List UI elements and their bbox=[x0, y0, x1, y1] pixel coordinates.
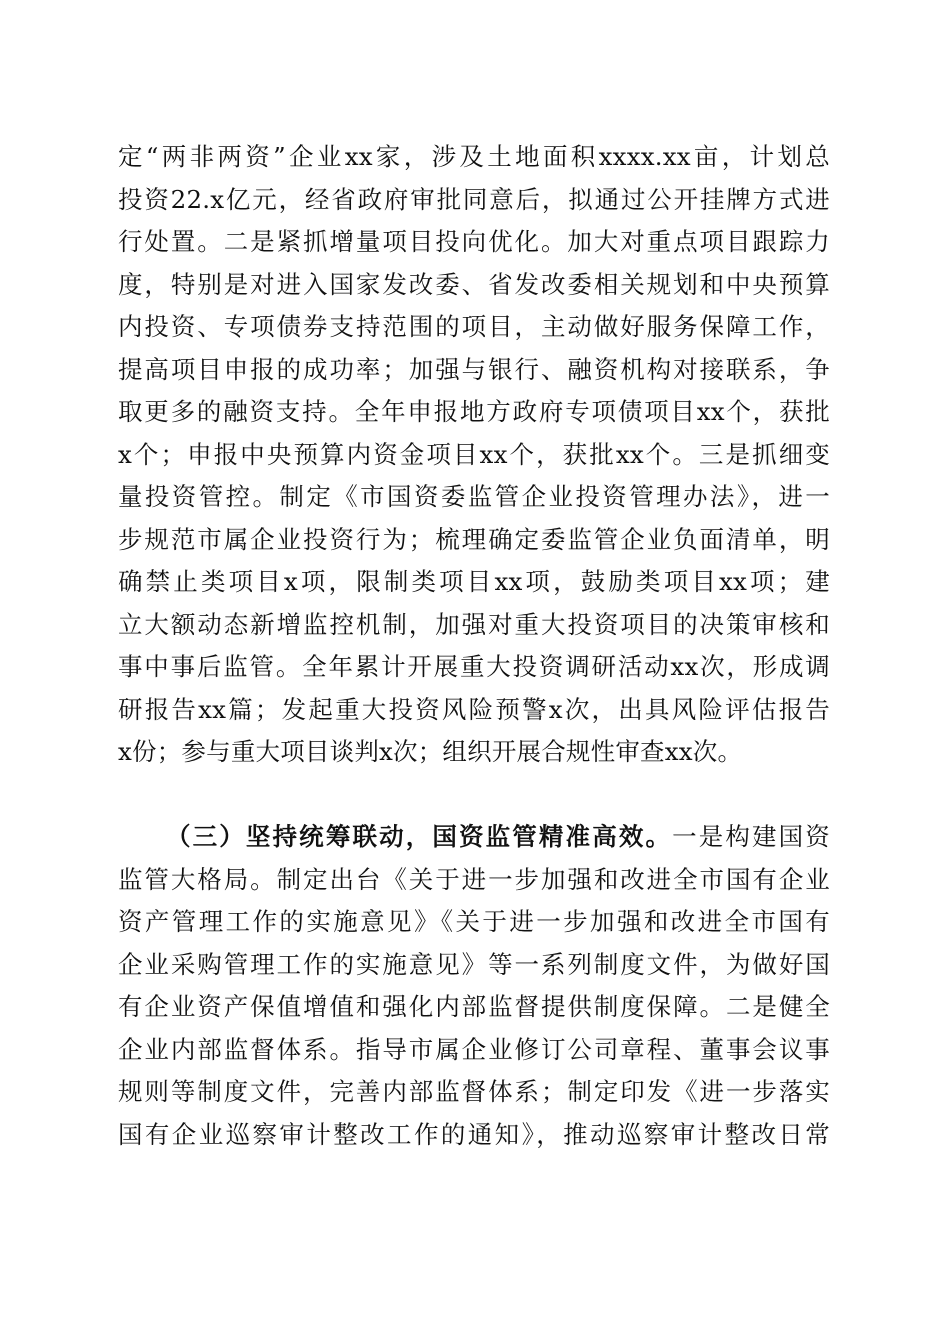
text-line: 事中事后监管。全年累计开展重大投资调研活动xx次，形成调 bbox=[118, 652, 830, 681]
text-line: 定“两非两资”企业xx家，涉及土地面积xxxx.xx亩，计划总 bbox=[118, 142, 830, 171]
text-line: 研报告xx篇；发起重大投资风险预警x次，出具风险评估报告 bbox=[118, 694, 830, 724]
text-line: 立大额动态新增监控机制，加强对重大投资项目的决策审核和 bbox=[118, 609, 830, 639]
text-line: x份；参与重大项目谈判x次；组织开展合规性审查xx次。 bbox=[118, 737, 743, 766]
text-line: 行处置。二是紧抓增量项目投向优化。加大对重点项目跟踪力 bbox=[118, 227, 830, 256]
text-line: 提高项目申报的成功率；加强与银行、融资机构对接联系，争 bbox=[118, 354, 830, 384]
text-line: 内投资、专项债券支持范围的项目，主动做好服务保障工作， bbox=[118, 312, 830, 341]
text-line: 资产管理工作的实施意见》《关于进一步加强和改进全市国有 bbox=[118, 907, 830, 936]
text-line: x个；申报中央预算内资金项目xx个，获批xx个。三是抓细变 bbox=[118, 439, 830, 469]
text-line: 投资22.x亿元，经省政府审批同意后，拟通过公开挂牌方式进 bbox=[118, 184, 830, 214]
text-line: 有企业资产保值增值和强化内部监督提供制度保障。二是健全 bbox=[118, 992, 830, 1021]
text-line: 企业内部监督体系。指导市属企业修订公司章程、董事会议事 bbox=[118, 1034, 830, 1064]
paragraph-supervision bbox=[118, 816, 830, 1156]
section-heading: （三）坚持统筹联动，国资监管精准高效。 bbox=[166, 822, 673, 851]
paragraph-investment bbox=[118, 136, 830, 774]
text-line: 度，特别是对进入国家发改委、省发改委相关规划和中央预算 bbox=[118, 269, 830, 299]
text-line: 国有企业巡察审计整改工作的通知》，推动巡察审计整改日常 bbox=[118, 1119, 830, 1149]
text-line: 取更多的融资支持。全年申报地方政府专项债项目xx个，获批 bbox=[118, 397, 830, 426]
text-line: 监管大格局。制定出台《关于进一步加强和改进全市国有企业 bbox=[118, 864, 830, 894]
text-line: 步规范市属企业投资行为；梳理确定委监管企业负面清单，明 bbox=[118, 524, 830, 554]
text-line: 量投资管控。制定《市国资委监管企业投资管理办法》，进一 bbox=[118, 482, 830, 511]
text-line: 确禁止类项目x项，限制类项目xx项，鼓励类项目xx项；建 bbox=[118, 567, 830, 596]
paragraph-first-line bbox=[118, 816, 830, 859]
text-line: 企业采购管理工作的实施意见》等一系列制度文件，为做好国 bbox=[118, 949, 830, 979]
text-line: 规则等制度文件，完善内部监督体系；制定印发《进一步落实 bbox=[118, 1077, 830, 1106]
heading-continuation: 一是构建国资 bbox=[672, 822, 830, 851]
